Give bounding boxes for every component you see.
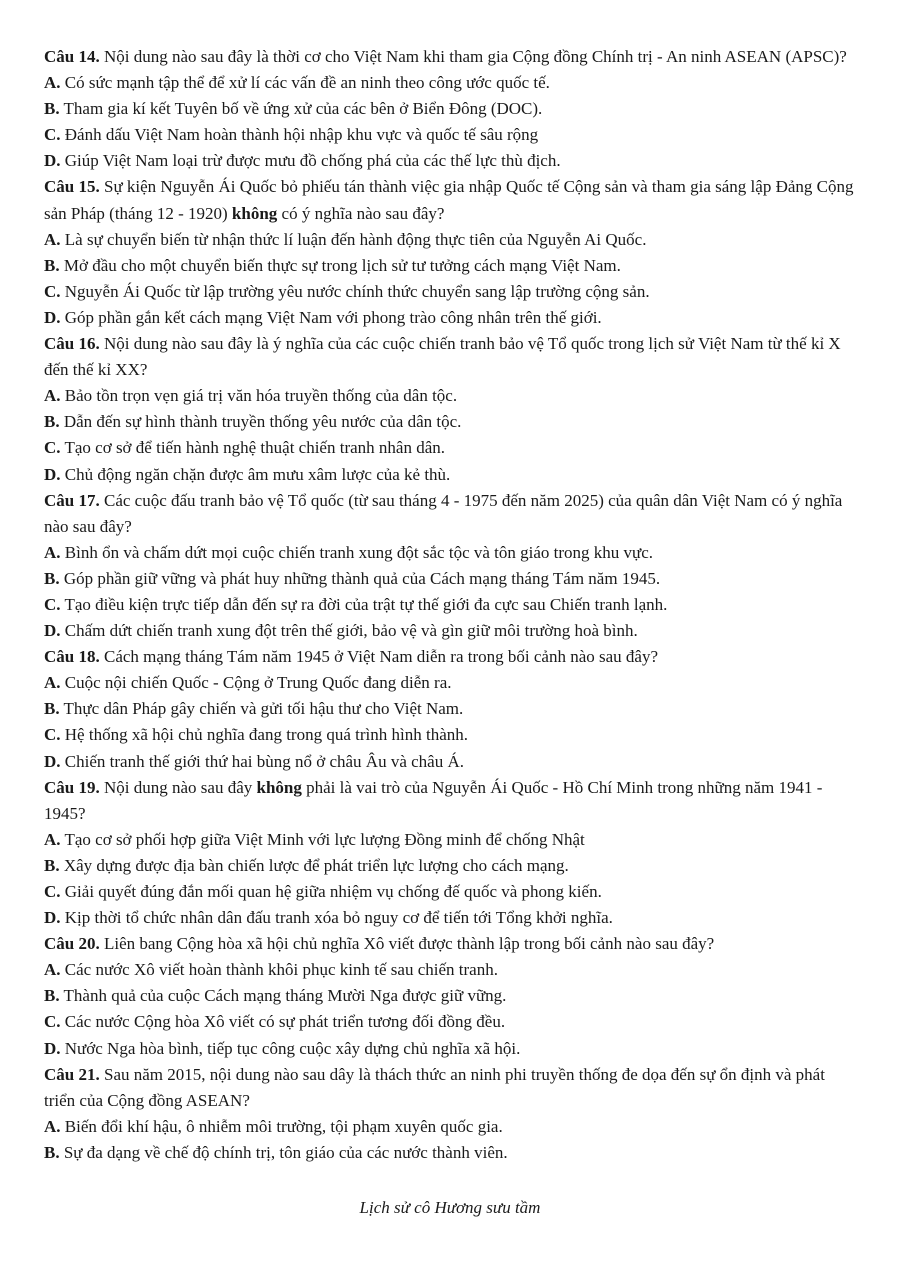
- question-16-label: Câu 16.: [44, 334, 100, 354]
- question-19-label: Câu 19.: [44, 777, 100, 797]
- question-16-option-d: D. Chủ động ngăn chặn được âm mưu xâm lược của kẻ thù.: [44, 464, 451, 484]
- question-18-option-b: B. Thực dân Pháp gây chiến và gửi tối hậu thư cho Việt Nam.: [44, 699, 464, 719]
- question-21-label: Câu 21.: [44, 1064, 100, 1084]
- question-15-option-d: D. Góp phần gắn kết cách mạng Việt Nam với phong trào công nhân trên thế giới.: [44, 307, 602, 327]
- question-list: [44, 44, 860, 1166]
- question-21-option-a: A. Biến đổi khí hậu, ô nhiễm môi trường, tội phạm xuyên quốc gia.: [44, 1116, 503, 1136]
- question-18-option-d: D. Chiến tranh thế giới thứ hai bùng nổ ở châu Âu và châu Á.: [44, 751, 464, 771]
- question-18-label: Câu 18.: [44, 647, 100, 667]
- question-16-option-c: C. Tạo cơ sở để tiến hành nghệ thuật chiến tranh nhân dân.: [44, 438, 445, 458]
- question-20-option-a: A. Các nước Xô viết hoàn thành khôi phục kinh tế sau chiến tranh.: [44, 960, 498, 980]
- question-17-label: Câu 17.: [44, 490, 100, 510]
- question-14-option-c: C. Đánh dấu Việt Nam hoàn thành hội nhập khu vực và quốc tế sâu rộng: [44, 125, 539, 145]
- question-14-stem: Câu 14. Nội dung nào sau đây là thời cơ cho Việt Nam khi tham gia Cộng đồng Chính trị - An ninh ASEAN (APSC)?: [44, 47, 847, 66]
- question-19-option-b: B. Xây dựng được địa bàn chiến lược để phát triển lực lượng cho cách mạng.: [44, 855, 569, 875]
- question-14-option-d: D. Giúp Việt Nam loại trừ được mưu đồ chống phá của các thế lực thù địch.: [44, 151, 561, 171]
- question-21-option-b: B. Sự đa dạng về chế độ chính trị, tôn giáo của các nước thành viên.: [44, 1142, 508, 1162]
- question-15-label: Câu 15.: [44, 177, 100, 197]
- question-17-option-a: A. Bình ổn và chấm dứt mọi cuộc chiến tranh xung đột sắc tộc và tôn giáo trong khu vực.: [44, 542, 654, 562]
- question-17-stem: Câu 17. Các cuộc đấu tranh bảo vệ Tổ quốc (từ sau tháng 4 - 1975 đến năm 2025) của quân dân Việt Nam có ý nghĩa nào sau đây?: [44, 490, 843, 536]
- question-19-option-c: C. Giải quyết đúng đắn mối quan hệ giữa nhiệm vụ chống đế quốc và phong kiến.: [44, 882, 602, 901]
- question-20-option-d: D. Nước Nga hòa bình, tiếp tục công cuộc xây dựng chủ nghĩa xã hội.: [44, 1038, 521, 1058]
- question-20-stem: Câu 20. Liên bang Cộng hòa xã hội chủ nghĩa Xô viết được thành lập trong bối cảnh nào sau đây?: [44, 934, 715, 954]
- question-15-option-b: B. Mở đầu cho một chuyển biến thực sự trong lịch sử tư tưởng cách mạng Việt Nam.: [44, 255, 621, 275]
- question-16-stem: Câu 16. Nội dung nào sau đây là ý nghĩa của các cuộc chiến tranh bảo vệ Tổ quốc trong lịch sử Việt Nam từ thế kỉ X đến thế kỉ XX?: [44, 334, 841, 380]
- question-19-option-a: A. Tạo cơ sở phối hợp giữa Việt Minh với lực lượng Đồng minh để chống Nhật: [44, 829, 585, 849]
- question-20-option-b: B. Thành quả của cuộc Cách mạng tháng Mười Nga được giữ vững.: [44, 986, 507, 1006]
- question-14-label: Câu 14.: [44, 47, 100, 66]
- question-15-option-a: A. Là sự chuyển biến từ nhận thức lí luận đến hành động thực tiên của Nguyễn Ai Quốc.: [44, 229, 647, 249]
- question-20-option-c: C. Các nước Cộng hòa Xô viết có sự phát triển tương đối đồng đều.: [44, 1012, 506, 1032]
- question-18-stem: Câu 18. Cách mạng tháng Tám năm 1945 ở Việt Nam diễn ra trong bối cảnh nào sau đây?: [44, 647, 659, 667]
- question-16-option-b: B. Dẫn đến sự hình thành truyền thống yêu nước của dân tộc.: [44, 412, 462, 432]
- question-14-option-a: A. Có sức mạnh tập thể để xử lí các vấn đề an ninh theo công ước quốc tế.: [44, 73, 550, 93]
- question-19-option-d: D. Kịp thời tổ chức nhân dân đấu tranh xóa bỏ nguy cơ để tiến tới Tổng khởi nghĩa.: [44, 908, 613, 928]
- question-19-stem: Câu 19. Nội dung nào sau đây không phải là vai trò của Nguyễn Ái Quốc - Hồ Chí Minh trong những năm 1941 - 1945?: [44, 777, 823, 823]
- question-15-stem: Câu 15. Sự kiện Nguyễn Ái Quốc bỏ phiếu tán thành việc gia nhập Quốc tế Cộng sản và tham gia sáng lập Đảng Cộng sản Pháp (tháng 12 - 1920) không có ý nghĩa nào sau đây?: [44, 177, 854, 223]
- question-20-label: Câu 20.: [44, 934, 100, 954]
- question-15-option-c: C. Nguyễn Ái Quốc từ lập trường yêu nước chính thức chuyển sang lập trường cộng sản.: [44, 281, 650, 301]
- question-18-option-c: C. Hệ thống xã hội chủ nghĩa đang trong quá trình hình thành.: [44, 725, 468, 745]
- question-16-option-a: A. Bảo tồn trọn vẹn giá trị văn hóa truyền thống của dân tộc.: [44, 386, 458, 406]
- page-footer: Lịch sử cô Hương sưu tầm: [359, 1198, 541, 1217]
- question-17-option-b: B. Góp phần giữ vững và phát huy những thành quả của Cách mạng tháng Tám năm 1945.: [44, 568, 661, 588]
- question-17-option-c: C. Tạo điều kiện trực tiếp dẫn đến sự ra đời của trật tự thế giới đa cực sau Chiến tranh lạnh.: [44, 594, 668, 614]
- question-21-stem: Câu 21. Sau năm 2015, nội dung nào sau dây là thách thức an ninh phi truyền thống đe dọa đến sự ổn định và phát triển của Cộng đồng ASEAN?: [44, 1064, 825, 1110]
- question-18-option-a: A. Cuộc nội chiến Quốc - Cộng ở Trung Quốc đang diễn ra.: [44, 673, 452, 693]
- question-14-option-b: B. Tham gia kí kết Tuyên bố về ứng xử của các bên ở Biển Đông (DOC).: [44, 99, 543, 119]
- question-17-option-d: D. Chấm dứt chiến tranh xung đột trên thế giới, bảo vệ và gìn giữ môi trường hoà bình.: [44, 621, 638, 641]
